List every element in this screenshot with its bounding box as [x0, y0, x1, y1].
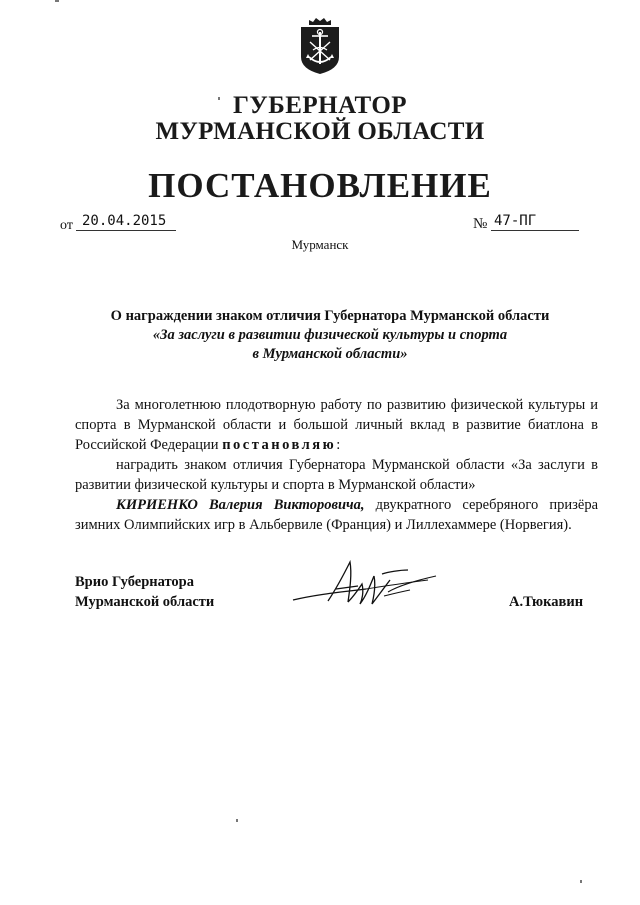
body-paragraph-1-colon: : [336, 437, 341, 453]
document-type: ПОСТАНОВЛЕНИЕ [148, 166, 492, 205]
issuer-title-line1: ГУБЕРНАТОР [232, 92, 408, 119]
awardee-description: двукратного серебряного призёра зимних Олимпийских игр в Альбервиле (Франция) и Лиллехаммере (Норвегия). [75, 497, 599, 533]
date-prefix: от [60, 218, 73, 233]
decree-keyword: постановляю [222, 437, 337, 453]
body-paragraph-1 [75, 395, 598, 455]
city: Мурманск [291, 237, 349, 252]
scan-speck [218, 97, 220, 100]
body-paragraph-1-text: За многолетнюю плодотворную работу по развитию физической культуры и спорта в Мурманской области и большой личный вклад в развитие биатлона в Российской Федерации [75, 397, 598, 453]
coat-of-arms-icon [297, 17, 343, 75]
number-prefix: № [473, 216, 488, 232]
signer-position-line1: Врио Губернатора [75, 574, 194, 590]
handwritten-signature [288, 556, 438, 612]
scan-speck [236, 819, 238, 822]
issuer-title-line2: МУРМАНСКОЙ ОБЛАСТИ [155, 118, 485, 145]
document-title-line3: в Мурманской области» [252, 346, 408, 362]
awardee-name: КИРИЕНКО Валерия Викторовича, [116, 497, 365, 513]
document-body [75, 395, 598, 535]
body-paragraph-2: наградить знаком отличия Губернатора Мурманской области «За заслуги в развитии физической культуры и спорта в Мурманской области» [75, 457, 598, 493]
signer-position-line2: Мурманской области [75, 594, 215, 610]
document-number: 47-ПГ [491, 213, 579, 231]
document-title-line1: О награждении знаком отличия Губернатора Мурманской области [110, 308, 550, 324]
document-title-line2: «За заслуги в развитии физической культуры и спорта [152, 327, 508, 343]
scan-speck [580, 880, 582, 883]
signer-name: А.Тюкавин [509, 594, 584, 610]
body-paragraph-3 [75, 495, 598, 535]
document-date: 20.04.2015 [76, 213, 176, 231]
scan-speck [55, 0, 59, 2]
